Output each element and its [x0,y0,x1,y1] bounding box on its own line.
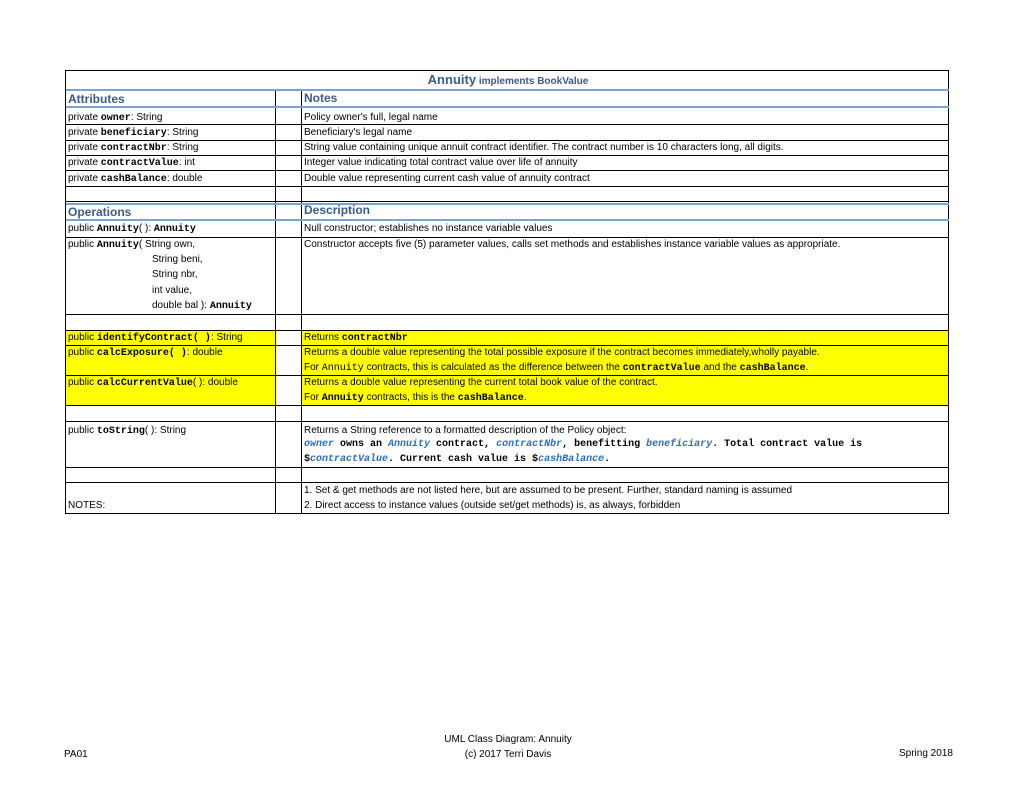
row-line [66,314,949,315]
class-title [0,73,1016,89]
notes-label: NOTES: [68,500,106,511]
notes-header: Notes [304,91,338,105]
title-rule [66,89,949,91]
attribute-contractnbr-note: String value containing unique annuit contract identifier. The contract number is 10 characters long, all digits. [304,142,784,153]
attribute-beneficiary: private beneficiary: String [68,127,199,139]
attribute-contractnbr: private contractNbr: String [68,142,199,154]
operation-calc-exposure-desc-2: For Annuity contracts, this is calculated as the difference between the contractValue and the cashBalance. [304,362,809,374]
column-divider-2 [301,90,302,514]
footer-left: PA01 [64,749,88,760]
attribute-owner-note: Policy owner's full, legal name [304,112,438,123]
operation-identify-contract: public identifyContract( ): String [68,332,243,344]
attributes-header: Attributes [68,92,125,106]
description-header: Description [304,203,371,217]
constructor-param-value: int value, [152,285,193,296]
row-line [66,124,949,125]
operation-to-string-desc-1: Returns a String reference to a formatted description of the Policy object: [304,425,627,436]
operation-to-string-desc-2: owner owns an Annuity contract, contractNbr, benefitting beneficiary. Total contract value is [304,439,863,450]
row-line [66,170,949,171]
operation-identify-contract-desc: Returns contractNbr [304,332,408,344]
attribute-cashbalance-note: Double value representing current cash value of annuity contract [304,173,590,184]
notes-item-2: 2. Direct access to instance values (outside set/get methods) is, as always, forbidden [304,500,681,511]
attribute-beneficiary-note: Beneficiary's legal name [304,127,413,138]
footer-center-copyright: (c) 2017 Terri Davis [464,749,552,760]
operation-calc-current-value: public calcCurrentValue( ): double [68,377,238,389]
operation-calc-exposure-desc-1: Returns a double value representing the total possible exposure if the contract becomes immediately,wholly payable. [304,347,820,358]
operation-calc-current-value-desc-1: Returns a double value representing the current total book value of the contract. [304,377,658,388]
operations-header-rule [66,219,949,221]
row-line [66,421,949,422]
row-line [66,201,949,202]
attribute-contractvalue-note: Integer value indicating total contract value over life of annuity [304,157,578,168]
operations-header-rule-top [66,203,949,205]
footer-right: Spring 2018 [899,748,953,759]
operation-null-constructor: public Annuity( ): Annuity [68,223,196,235]
class-implements: implements BookValue [478,76,589,87]
footer-center-title: UML Class Diagram: Annuity [444,734,572,745]
operation-to-string: public toString( ): String [68,425,187,437]
constructor-param-beni: String beni, [152,254,203,265]
operations-header: Operations [68,205,132,219]
notes-item-1: 1. Set & get methods are not listed here, but are assumed to be present. Further, standard naming is assumed [304,485,793,496]
attribute-contractvalue: private contractValue: int [68,157,195,169]
operation-full-constructor-desc: Constructor accepts five (5) parameter values, calls set methods and establishes instance variable values as appropriate. [304,239,841,250]
operation-calc-exposure: public calcExposure( ): double [68,347,223,359]
row-line [66,482,949,483]
class-name: Annuity [427,72,477,87]
operation-full-constructor: public Annuity( String own, [68,239,196,251]
attribute-owner: private owner: String [68,112,163,124]
column-divider-1 [275,90,276,514]
operation-to-string-desc-3: $contractValue. Current cash value is $cashBalance. [304,454,611,465]
operation-calc-current-value-desc-2: For Annuity contracts, this is the cashBalance. [304,392,527,404]
operation-null-constructor-desc: Null constructor; establishes no instance variable values [304,223,553,234]
attributes-header-rule [66,106,949,108]
constructor-param-nbr: String nbr, [152,269,198,280]
constructor-param-bal: double bal ): Annuity [152,300,252,312]
attribute-cashbalance: private cashBalance: double [68,173,203,185]
row-line [66,467,949,468]
